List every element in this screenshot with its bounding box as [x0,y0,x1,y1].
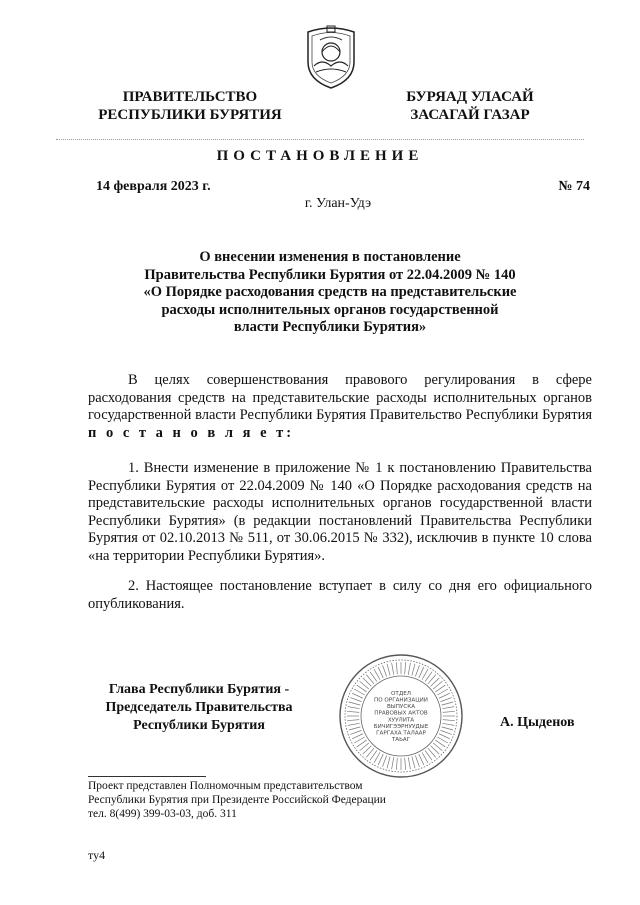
stamp-text-line: ПРАВОВЫХ АКТОВ [374,710,428,717]
stamp-tick [422,669,428,679]
stamp-tick [415,665,419,676]
stamp-text-line: ТАЬАГ [391,737,411,744]
stamp-tick [348,707,360,709]
stamp-text-line: ПО ОРГАНИЗАЦИИ [374,697,428,704]
stamp-tick [408,663,410,675]
stamp-tick [383,755,387,766]
item-1-paragraph [88,460,592,565]
stamp-tick [374,752,380,762]
stamp-text-line: ГАРГАХА ТАЛААР [376,730,426,737]
stamp-tick [383,665,387,676]
item-2-paragraph [88,578,592,613]
coat-of-arms-icon [300,22,362,90]
org-ru-line1: ПРАВИТЕЛЬСТВО [122,89,258,105]
title-line: власти Республики Бурятия» [233,319,427,335]
stamp-tick [437,689,447,695]
stamp-tick [437,737,447,743]
document-date: 14 февраля 2023 г. [96,179,211,194]
stamp-tick [443,711,455,712]
stamp-tick [378,754,383,765]
stamp-tick [354,737,364,743]
stamp-tick [374,669,380,679]
position-line1: Глава Республики Бурятия - [108,682,290,697]
org-bur-line2: ЗАСАГАЙ ГАЗАР [410,107,530,123]
document-title [110,249,550,337]
stamp-tick [442,702,454,705]
preamble-paragraph [88,372,592,442]
footnote [88,779,386,821]
stamp-tick [348,723,360,725]
preamble-text: В целях совершенствования правового регулирования в сфере расходования средств на представительские расходы исполнительных органов государственной власти Республики Бурятия Правительство Республики Бурятия [88,372,592,423]
stamp-tick [392,757,394,769]
item-2-text: 2. Настоящее постановление вступает в силу со дня его официального опубликования. [88,578,592,612]
stamp-tick [387,757,390,769]
position-line3: Республики Бурятия [133,718,265,733]
stamp-tick [405,758,406,770]
signatory-name: А. Цыденов [500,715,575,730]
title-line: Правительства Республики Бурятия от 22.04.2009 № 140 [144,266,516,283]
stamp-tick [440,730,451,734]
stamp-tick [412,757,415,769]
stamp-tick [354,689,364,695]
stamp-tick [412,664,415,676]
org-name-buryat [400,88,540,124]
official-stamp-seal [336,651,466,781]
stamp-tick [352,734,363,739]
stamp-tick [387,664,390,676]
footnote-line3: тел. 8(499) 399-03-03, доб. 311 [88,808,237,820]
stamp-tick [408,757,410,769]
stamp-tick [350,730,361,734]
title-line: расходы исполнительных органов государственной [161,301,499,318]
stamp-text-line: ХУУЛИТА [387,717,415,724]
stamp-tick [440,698,451,702]
item-1-text: 1. Внести изменение в приложение № 1 к постановлению Правительства Республики Бурятия от 22.04.2009 № 140 «О Порядке расходования средств на представительские расходы исполнительных органов государственной власти Республики Бурятия» (в редакции постановлений Правительства Республики Бурятия от 02.10.2013 № 511, от 30.06.2015 № 332), исключив в пункте 10 слова «на территории Республики Бурятия». [88,460,592,564]
stamp-tick [419,754,424,765]
stamp-text-line: БИЧИГЭЭРНУУДЫЕ [373,723,429,730]
stamp-tick [378,667,383,678]
stamp-tick [443,720,455,721]
stamp-tick [405,662,406,674]
footnote-divider [88,776,206,777]
stamp-text-line: ОТДЕЛ [391,690,411,697]
stamp-tick [350,698,361,702]
stamp-tick [442,723,454,725]
document-type: ПОСТАНОВЛЕНИЕ [216,148,424,164]
position-line2: Председатель Правительства [105,700,293,715]
stamp-tick [422,752,428,762]
stamp-tick [347,711,359,712]
stamp-tick [442,727,454,730]
stamp-tick [439,693,450,698]
stamp-tick [415,755,419,766]
stamp-text-line: ВЫПУСКА [386,704,416,711]
stamp-tick [352,693,363,698]
header-divider [56,139,584,140]
stamp-tick [439,734,450,739]
decree-word: п о с т а н о в л я е т: [88,424,295,441]
title-line: «О Порядке расходования средств на представительские [143,284,517,300]
stamp-tick [349,727,361,730]
stamp-tick [442,707,454,709]
document-number: № 74 [558,179,590,194]
signatory-position [88,681,310,735]
stamp-tick [396,662,397,674]
org-name-russian [86,88,294,124]
footnote-line1: Проект представлен Полномочным представительством [88,780,363,792]
document-city: г. Улан-Удэ [304,196,372,211]
stamp-tick [347,720,359,721]
org-ru-line2: РЕСПУБЛИКИ БУРЯТИЯ [98,107,282,123]
stamp-tick [392,663,394,675]
org-bur-line1: БУРЯАД УЛАСАЙ [406,89,534,105]
stamp-tick [419,667,424,678]
stamp-tick [349,702,361,705]
title-line: О внесении изменения в постановление [199,249,461,265]
footnote-line2: Республики Бурятия при Президенте Российской Федерации [88,794,386,806]
document-code: ту4 [88,848,106,862]
stamp-tick [396,758,397,770]
